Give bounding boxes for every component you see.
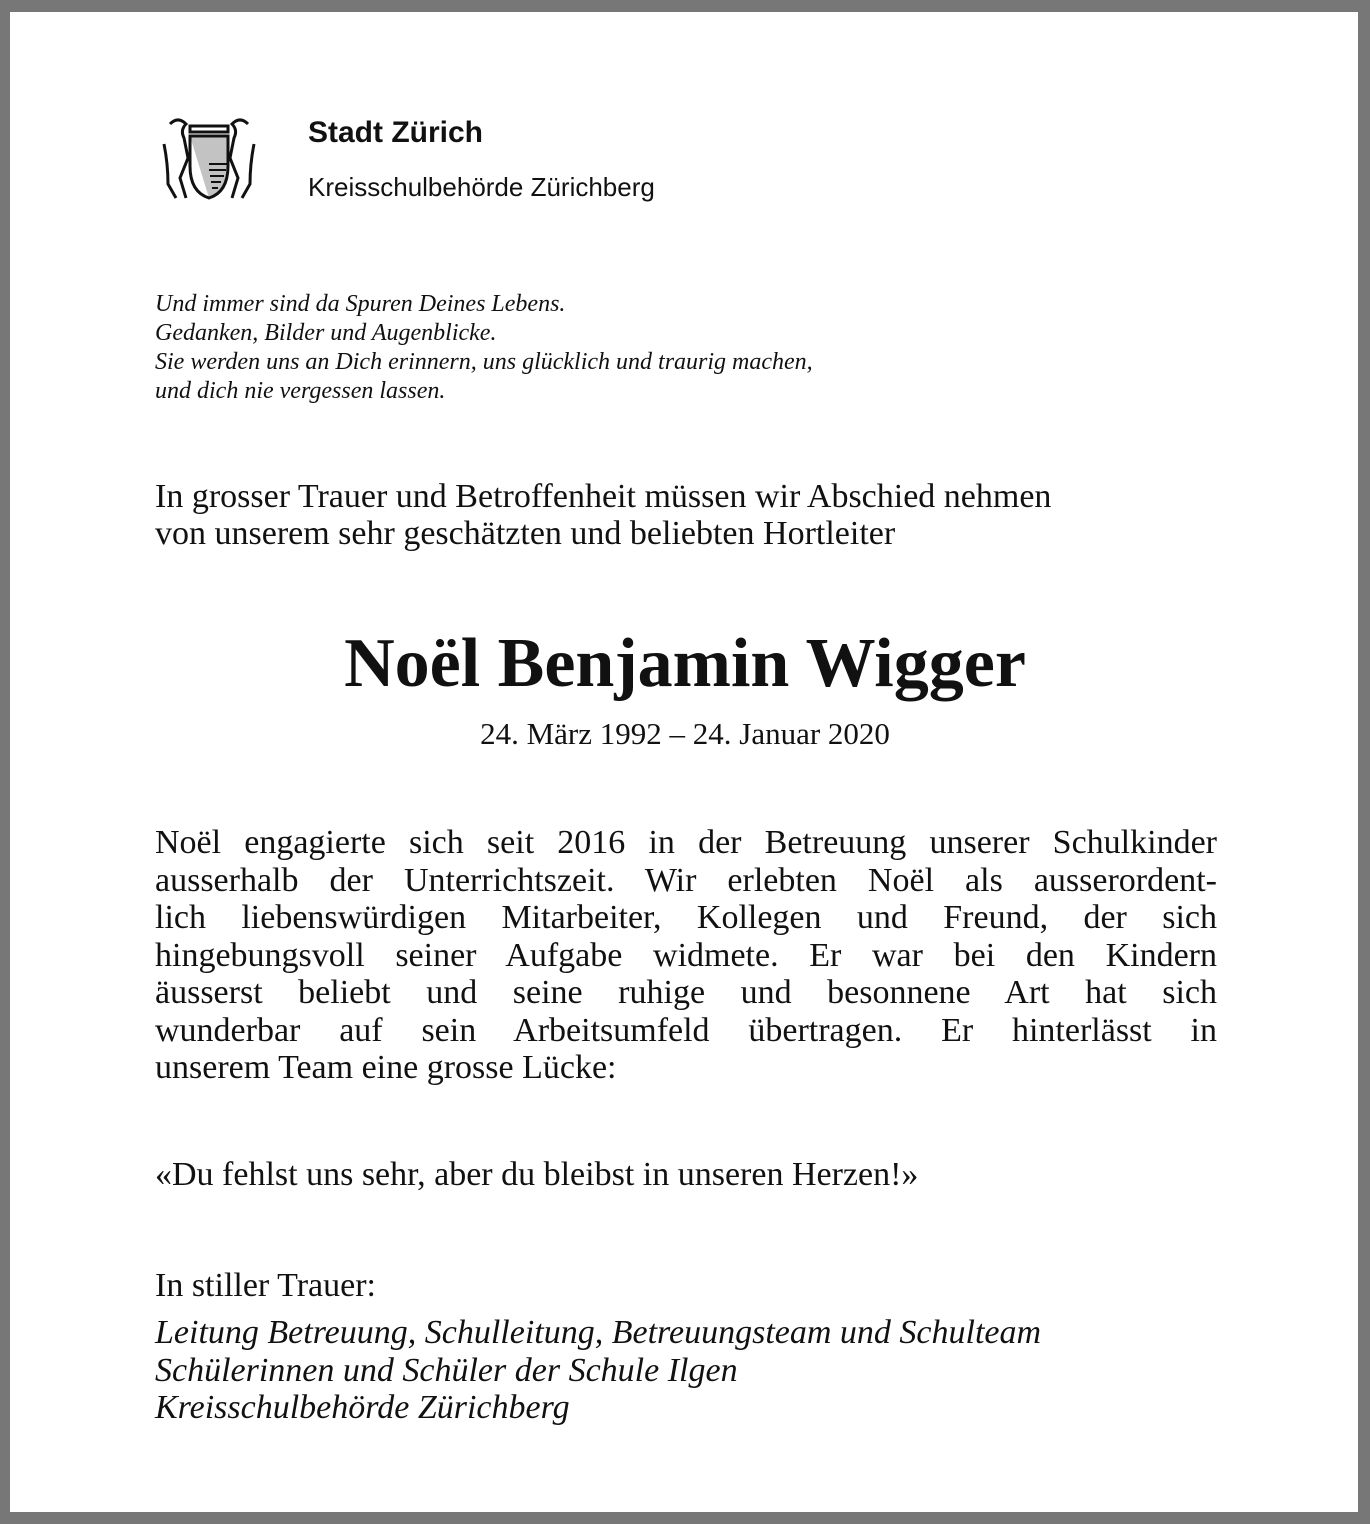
poem-line: Sie werden uns an Dich erinnern, uns glücklich und traurig machen, [155,349,813,375]
signatory-line: Kreisschulbehörde Zürichberg [155,1389,570,1426]
intro-line: von unserem sehr geschätzten und beliebten Hortleiter [155,515,896,552]
paragraph-line: ausserhalb der Unterrichtszeit. Wir erlebten Noël als ausserordent- [155,861,1217,899]
deceased-name: Noël Benjamin Wigger [344,625,1026,702]
paragraph-line: lich liebenswürdigen Mitarbeiter, Kollegen und Freund, der sich [155,899,1217,936]
signatory-line: Schülerinnen und Schüler der Schule Ilgen [155,1351,738,1389]
signatory-line: Leitung Betreuung, Schulleitung, Betreuungsteam und Schulteam [155,1314,1042,1351]
tribute-paragraph [155,824,1217,1087]
life-dates: 24. März 1992 – 24. Januar 2020 [480,716,890,751]
paragraph-line: wunderbar auf sein Arbeitsumfeld übertragen. Er hinterlässt in [155,1011,1217,1049]
closing-line: In stiller Trauer: [155,1267,376,1304]
quote: «Du fehlst uns sehr, aber du bleibst in unseren Herzen!» [155,1156,919,1193]
coat-of-arms-logo [160,114,258,202]
poem [155,290,813,406]
department-name: Kreisschulbehörde Zürichberg [308,172,655,202]
paragraph-line: hingebungsvoll seiner Aufgabe widmete. Er war bei den Kindern [155,936,1217,974]
paragraph-line: unserem Team eine grosse Lücke: [155,1049,617,1086]
poem-line: und dich nie vergessen lassen. [155,378,446,404]
poem-line: Und immer sind da Spuren Deines Lebens. [155,291,566,317]
document-page [10,12,1358,1512]
paragraph-line: äusserst beliebt und seine ruhige und besonnene Art hat sich [155,974,1217,1011]
intro-line: In grosser Trauer und Betroffenheit müssen wir Abschied nehmen [155,478,1052,515]
signatories [155,1314,1041,1427]
org-name: Stadt Zürich [308,116,484,149]
paragraph-line: Noël engagierte sich seit 2016 in der Betreuung unserer Schulkinder [155,824,1217,861]
intro-text [155,478,1051,552]
poem-line: Gedanken, Bilder und Augenblicke. [155,320,497,346]
